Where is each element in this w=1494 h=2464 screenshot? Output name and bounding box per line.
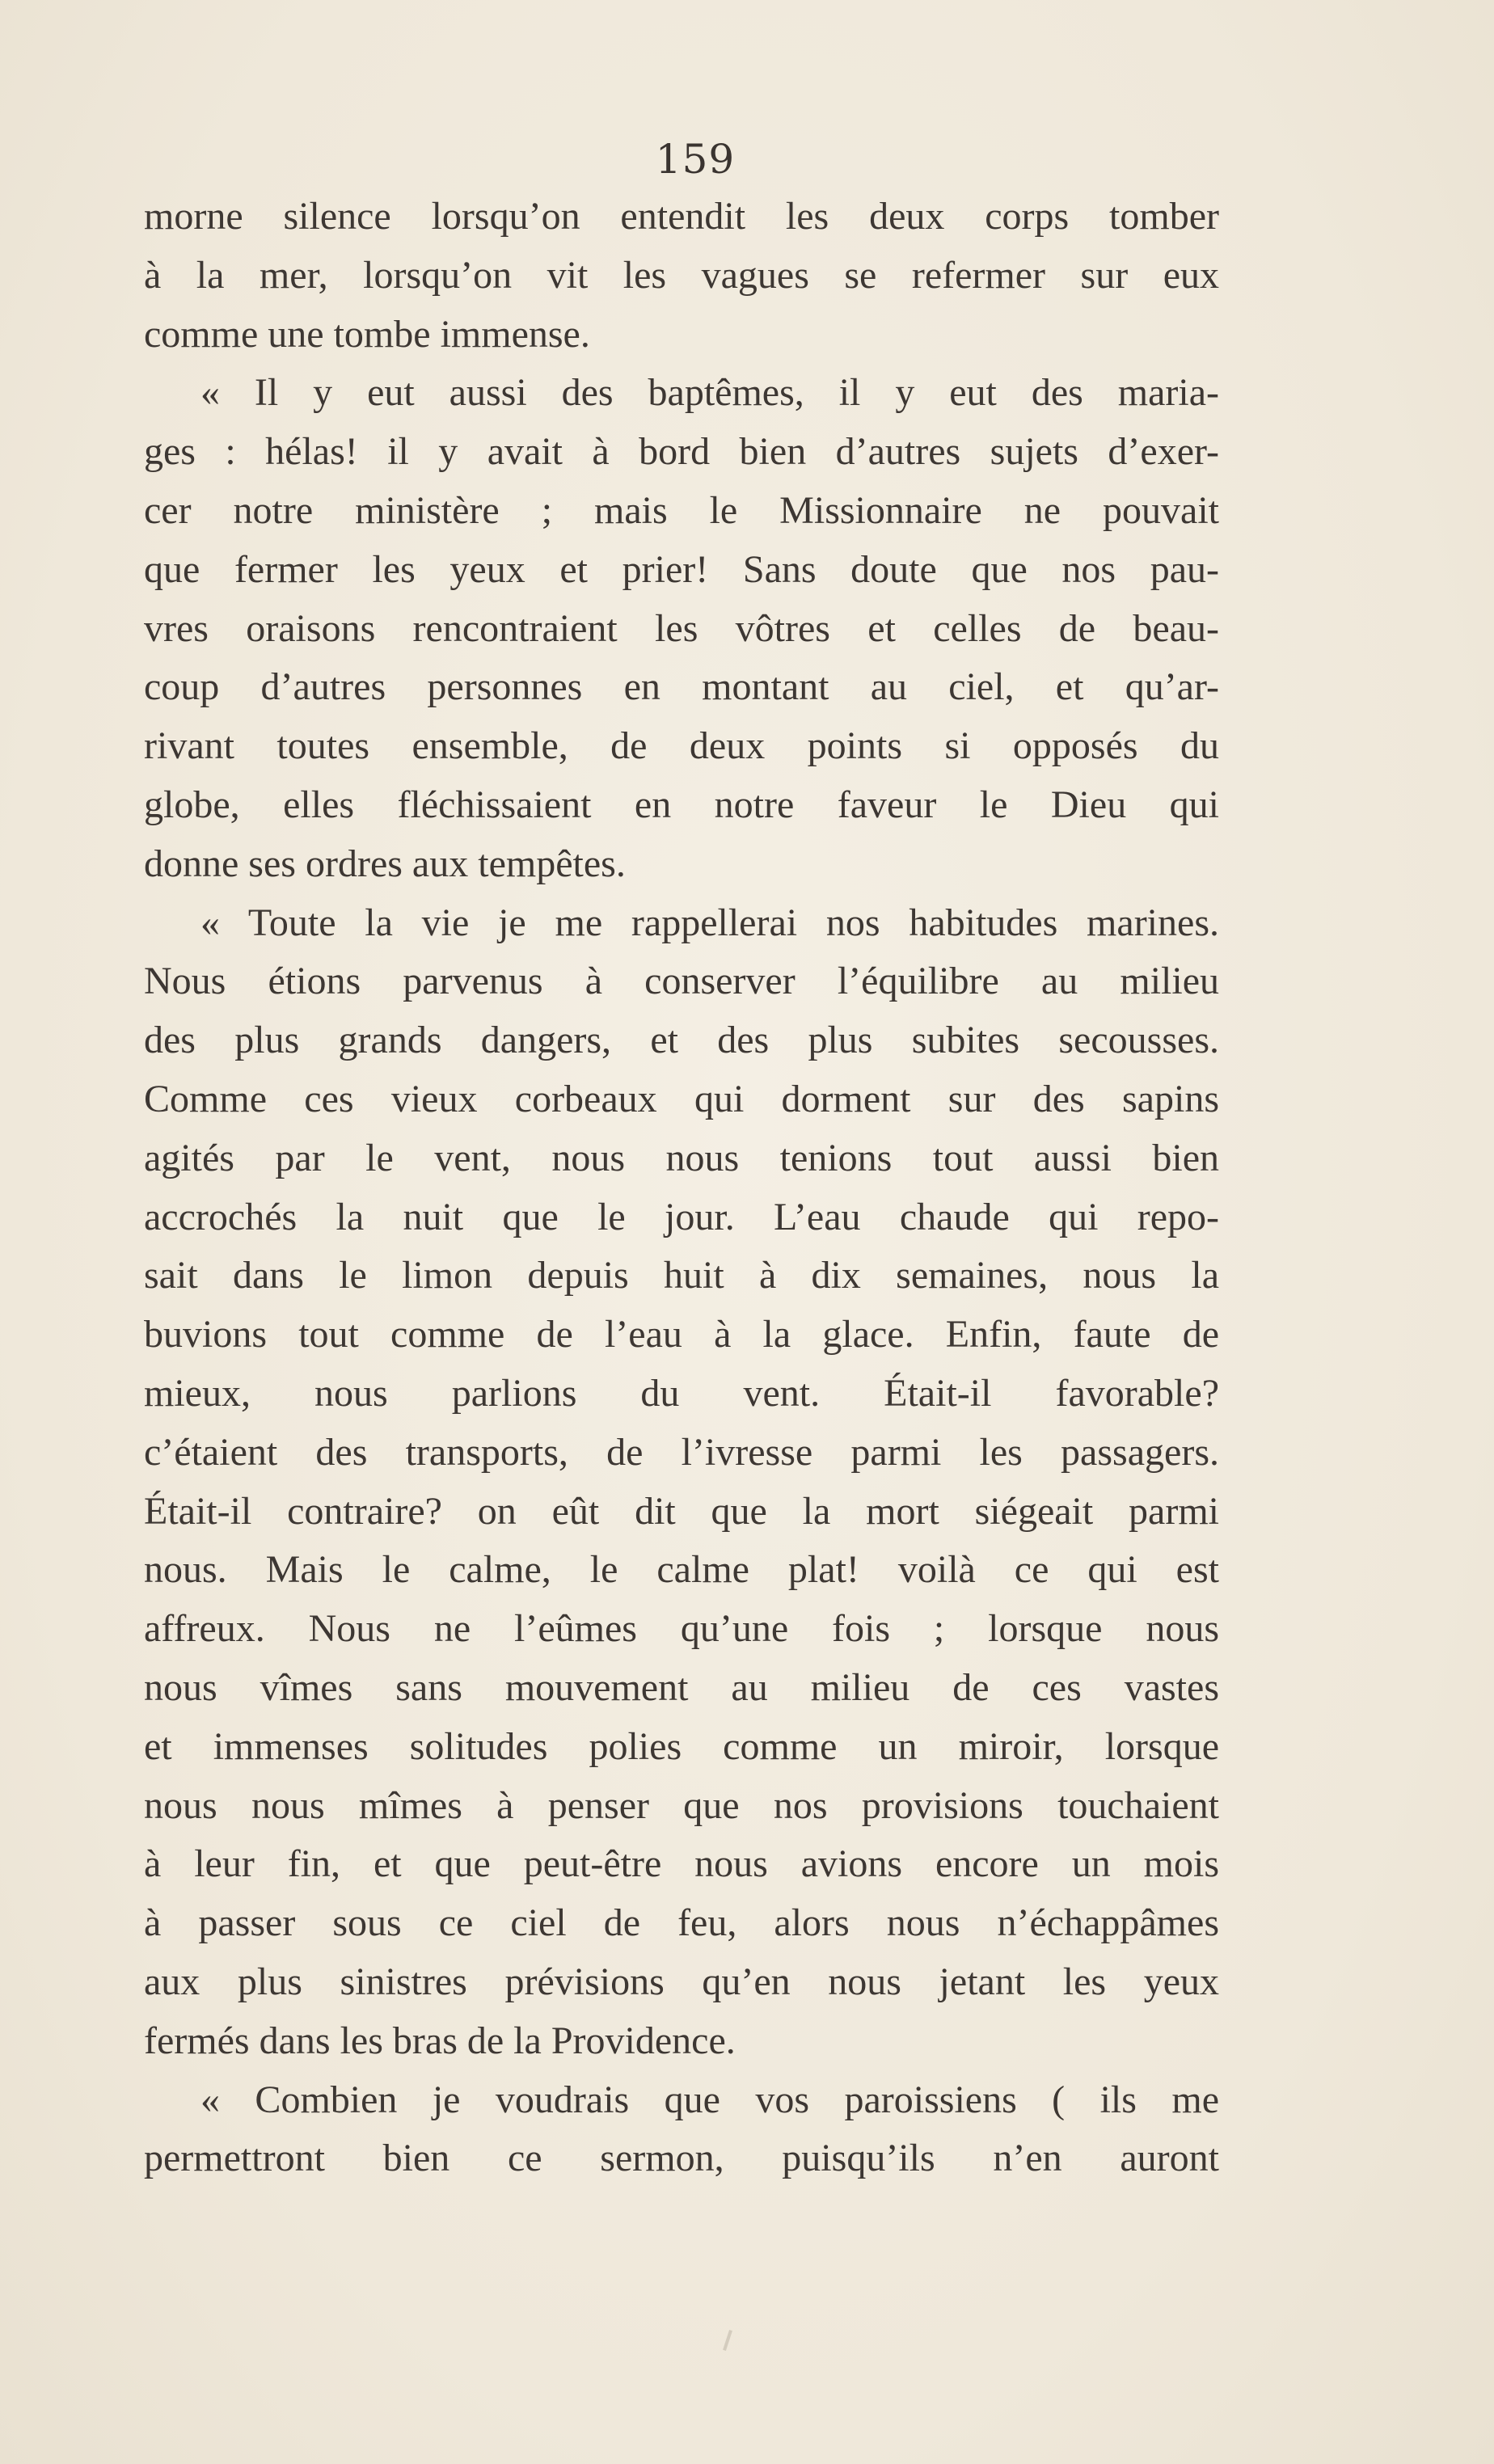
text-line: mieux, nous parlions du vent. Était-il favorable? — [144, 1371, 1219, 1415]
text-line: aux plus sinistres prévisions qu’en nous jetant les yeux — [144, 1960, 1219, 2003]
text-line: agités par le vent, nous nous tenions tout aussi bien — [144, 1136, 1219, 1179]
text-line: que fermer les yeux et prier! Sans doute que nos pau- — [144, 547, 1219, 591]
text-line: ges : hélas! il y avait à bord bien d’autres sujets d’exer- — [144, 430, 1219, 474]
text-line: à leur fin, et que peut-être nous avions encore un mois — [144, 1842, 1219, 1886]
text-line: coup d’autres personnes en montant au ciel, et qu’ar- — [144, 665, 1219, 709]
text-line: globe, elles fléchissaient en notre faveur le Dieu qui — [144, 783, 1219, 826]
text-line: sait dans le limon depuis huit à dix semaines, nous la — [144, 1254, 1219, 1297]
text-line: vres oraisons rencontraient les vôtres et celles de beau- — [144, 606, 1219, 650]
text-line: « Il y eut aussi des baptêmes, il y eut des maria- — [200, 371, 1219, 415]
text-line: cer notre ministère ; mais le Missionnaire ne pouvait — [144, 488, 1219, 532]
page-number: 159 — [655, 136, 736, 183]
text-line: nous nous mîmes à penser que nos provisions touchaient — [144, 1783, 1219, 1827]
text-line: et immenses solitudes polies comme un miroir, lorsque — [144, 1724, 1219, 1768]
text-line: comme une tombe immense. — [144, 312, 590, 356]
text-line: nous. Mais le calme, le calme plat! voilà ce qui est — [144, 1548, 1219, 1592]
text-line: des plus grands dangers, et des plus subites secousses. — [144, 1019, 1219, 1062]
text-line: c’étaient des transports, de l’ivresse parmi les passagers. — [144, 1430, 1219, 1474]
text-line: buvions tout comme de l’eau à la glace. Enfin, faute de — [144, 1313, 1219, 1356]
text-line: affreux. Nous ne l’eûmes qu’une fois ; lorsque nous — [144, 1607, 1219, 1651]
text-line: morne silence lorsqu’on entendit les deux corps tomber — [144, 195, 1219, 238]
text-line: Était-il contraire? on eût dit que la mort siégeait parmi — [144, 1489, 1219, 1533]
text-line: « Toute la vie je me rappellerai nos habitudes marines. — [200, 901, 1219, 944]
text-line: accrochés la nuit que le jour. L’eau chaude qui repo- — [144, 1195, 1219, 1238]
text-line: Nous étions parvenus à conserver l’équilibre au milieu — [144, 960, 1219, 1003]
ink-mark — [723, 2330, 732, 2351]
text-line: nous vîmes sans mouvement au milieu de ces vastes — [144, 1665, 1219, 1709]
text-line: « Combien je voudrais que vos paroissiens ( ils me — [200, 2078, 1219, 2121]
body-text — [144, 188, 1219, 2188]
text-line: donne ses ordres aux tempêtes. — [144, 842, 626, 885]
text-line: permettront bien ce sermon, puisqu’ils n’en auront — [144, 2137, 1219, 2180]
text-line: fermés dans les bras de la Providence. — [144, 2019, 736, 2062]
text-line: rivant toutes ensemble, de deux points si opposés du — [144, 724, 1219, 768]
text-line: à la mer, lorsqu’on vit les vagues se refermer sur eux — [144, 253, 1219, 297]
text-line: à passer sous ce ciel de feu, alors nous n’échappâmes — [144, 1901, 1219, 1945]
text-line: Comme ces vieux corbeaux qui dorment sur des sapins — [144, 1077, 1219, 1120]
